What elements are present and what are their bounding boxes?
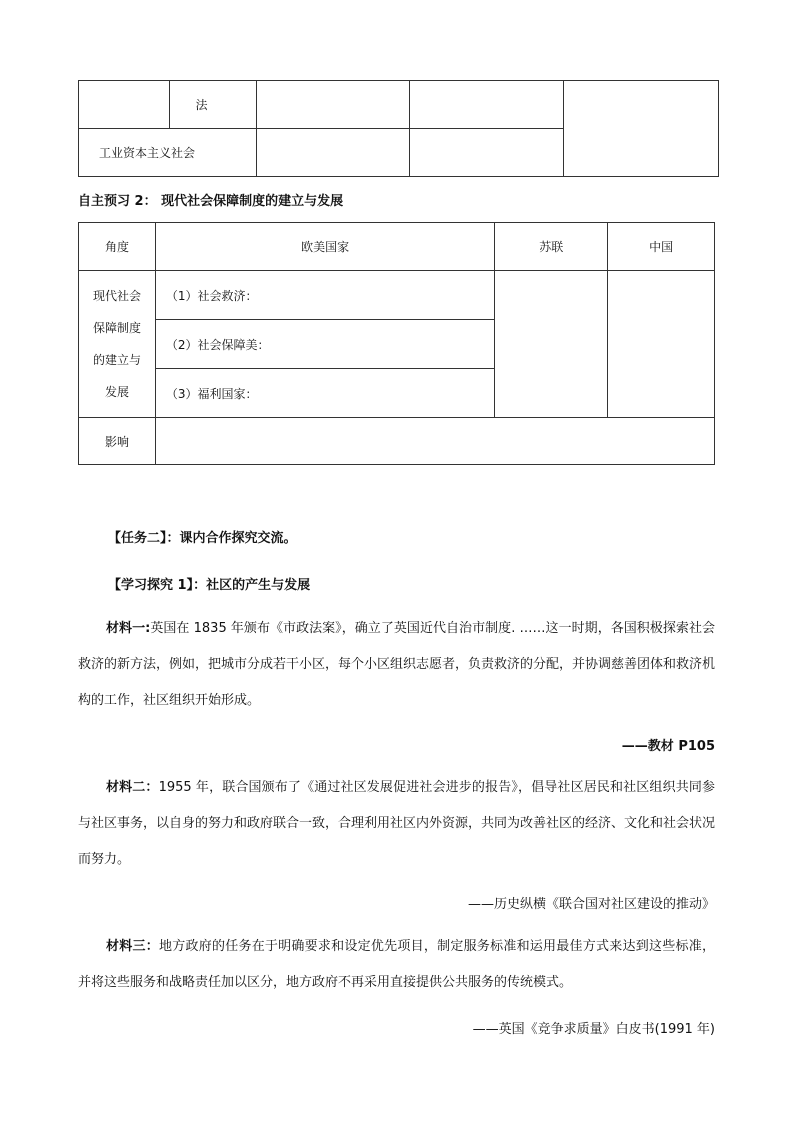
row-label [79,271,156,418]
material-text: 英国在 1835 年颁布《市政法案》，确立了英国近代自治市制度. ……这一时期，各国积极探索社会救济的新方法，例如，把城市分成若干小区，每个小区组织志愿者，负责救济的分配，并协调慈善团体和救济机构的工作，社区组织开始形成。 [78,621,716,708]
material-label: 材料三： [106,939,159,954]
header-west: 欧美国家 [155,223,494,271]
table-cell [257,81,410,129]
china-cell [608,271,715,418]
table-cell [79,81,170,129]
header-china: 中国 [608,223,715,271]
material-label: 材料二： [106,780,159,795]
material-text: 地方政府的任务在于明确要求和设定优先项目，制定服务标准和运用最佳方式来达到这些标准，并将这些服务和战略责任加以区分，地方政府不再采用直接提供公共服务的传统模式。 [78,939,715,990]
row-label-line: 现代社会 [92,289,141,303]
row-label-line: 的建立与 [92,353,141,367]
material-1-source: ——教材 P105 [621,739,715,754]
material-3 [78,929,715,1001]
impact-cell [155,418,714,465]
table-cell [410,81,563,129]
header-ussr: 苏联 [495,223,608,271]
material-2 [78,770,715,878]
material-2-source: ——历史纵横《联合国对社区建设的推动》 [467,897,715,912]
row-label-line: 保障制度 [92,321,141,335]
comparison-table-top [78,80,719,177]
material-text: 1955 年，联合国颁布了《通过社区发展促进社会进步的报告》，倡导社区居民和社区组织共同参与社区事务，以自身的努力和政府联合一致，合理利用社区内外资源，共同为改善社区的经济、文化和社会状况而努力。 [78,780,716,867]
table-cell: 法 [169,81,257,129]
material-1 [78,611,715,719]
social-security-table [78,222,715,465]
material-label: 材料一: [106,621,151,636]
task2-heading: 【任务二】：课内合作探究交流。 [108,531,297,546]
impact-label: 影响 [79,418,156,465]
table-cell [563,81,718,177]
item-social-security: （2）社会保障美： [155,320,494,369]
item-welfare-state: （3）福利国家： [155,369,494,418]
table-cell [410,129,563,177]
table-cell: 工业资本主义社会 [79,129,257,177]
item-social-relief: （1）社会救济： [155,271,494,320]
ussr-cell [495,271,608,418]
table-cell [257,129,410,177]
header-angle: 角度 [79,223,156,271]
row-label-line: 发展 [104,385,129,399]
material-3-source: ——英国《竞争求质量》白皮书(1991 年) [472,1022,715,1037]
preview2-heading: 自主预习 2： 现代社会保障制度的建立与发展 [78,194,344,209]
inquiry1-heading: 【学习探究 1】：社区的产生与发展 [108,578,311,593]
